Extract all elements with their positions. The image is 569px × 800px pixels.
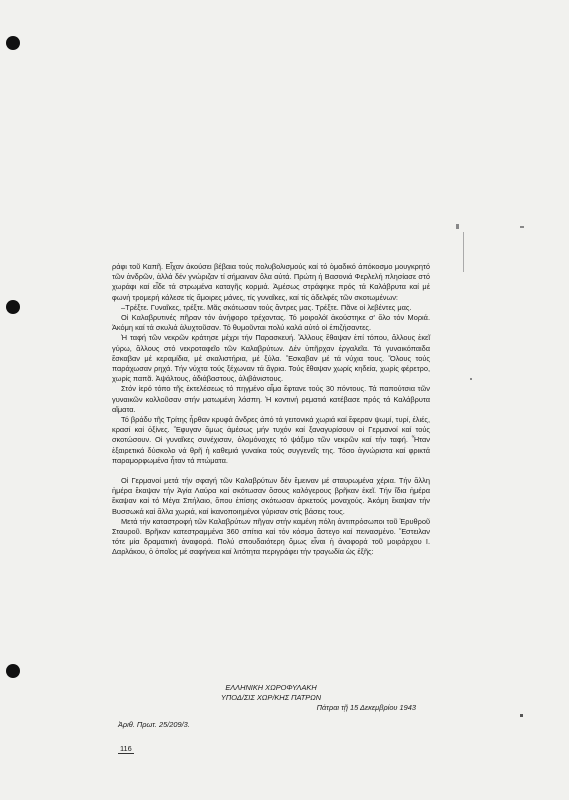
paragraph: Οἱ Γερμανοί μετά τήν σφαγή τῶν Καλαβρύτων δέν ἔμειναν μέ σταυρωμένα χέρια. Τήν ἄλλη ἡμέρα ἔκαψαν τήν Ἁγία Λαύρα καί σκότωσαν ὅσους καλόγερους βρῆκαν ἐκεῖ. Τήν ἴδια ἡμέρα ἔκαψαν καί τό Μέγα Σπήλαιο, ὅπου ἐπίσης σκότωσαν ἀρκετούς μοναχούς. Ἀκόμη ἔκαψαν τήν Βυσσωκά καί ἄλλα χωριά, καί ἰκανοποιημένοι γύρισαν στίς βάσεις τους. [112,476,430,516]
paragraph: Στόν ἱερό τόπο τῆς ἐκτελέσεως τό πηγμένο αἷμα ἔφτανε τούς 30 πόντους. Τά παπούτσια τῶν γυναικῶν κολλοῦσαν στήν ματωμένη λάσπη. Ἡ κοντινή ρεματιά κατέβασε πρός τά Καλάβρυτα αἵματα. [112,384,430,414]
page-number: 116 [120,744,132,753]
signature-line-2: ΥΠΟΔ/ΣΙΣ ΧΩΡ/ΚΗΣ ΠΑΤΡΩΝ [220,693,322,703]
signature-date: Πάτραι τῇ 15 Δεκεμβρίου 1943 [316,703,416,713]
paragraph: Μετά τήν καταστροφή τῶν Καλαβρύτων πῆγαν στήν καμένη πόλη ἀντιπρόσωποι τοῦ Ἐρυθροῦ Σταυροῦ. Βρῆκαν κατεστραμμένα 360 σπίτια καί τόν κόσμο ἄστεγο καί πεινασμένο. Ἔστειλαν τότε μία δραματική ἀναφορά. Πολύ σπουδαιότερη ὅμως εἶναι ἡ ἀναφορά τοῦ μοιράρχου Ι. Δαρλάκου, ὁ ὁποῖος μέ σαφήνεια καί λιτότητα περιγράφει τήν τραγωδία ὡς ἑξῆς: [112,516,430,557]
signature-line-1: ΕΛΛΗΝΙΚΗ ΧΩΡΟΦΥΛΑΚΗ [225,683,317,692]
scan-speck [456,224,459,229]
scan-speck [463,232,464,272]
paragraph: –Τρέξτε. Γυναῖκες, τρέξτε. Μᾶς σκότωσαν τούς ἄντρες μας. Τρέξτε. Πᾶνε οἱ λεβέντες μας. [121,302,412,312]
punch-hole [6,664,20,678]
paragraph: Οἱ Καλαβρυτινές πῆραν τόν ἀνήφορο τρέχοντας. Τό μοιρολόϊ ἀκούστηκε σ' ὅλο τόν Μοριά. Ἀκόμη καί τά σκυλιά ἀλυχτοῦσαν. Τό θυμοῦνται πολύ καλά αὐτό οἱ ἐπιζήσαντες. [112,313,430,333]
punch-hole [6,300,20,314]
punch-hole [6,36,20,50]
paragraph: ράφι τοῦ Καπῆ. Εἶχαν ἀκούσει βέβαια τούς πολυβολισμούς καί τό ὁμαδικό ἀπόκοσμο μουγκρητό τῶν ἀνδρῶν, ἀλλά δέν γνώριζαν τί σήμαιναν ὅλα αὐτά. Πρώτη ἡ Βασονιά Φερλελή πλησίασε στό χωράφι καί εἶδε τά στρωμένα καταγῆς κορμιά. Ἀμέσως στράφηκε πρός τά Καλάβρυτα καί μέ φωνή τρομερή κάλεσε τίς ἄμοιρες μάνες, τίς γυναῖκες, καί τίς ἀδελφές τῶν σκοτωμένων: [112,262,430,302]
protocol-reference: Ἀριθ. Πρωτ. 25/209/3. [118,720,190,729]
paragraph: Ἡ ταφή τῶν νεκρῶν κράτησε μέχρι τήν Παρασκευή. Ἄλλους ἔθαψαν ἐπί τόπου, ἄλλους ἐκεῖ γύρω, ἄλλους στό νεκροταφεῖο τῶν Καλαβρύτων. Δέν ὑπῆρχαν ἐργαλεῖα. Τά γυναικόπαιδα ἔσκαβαν μέ κεραμίδια, μέ σκαλιστήρια, μέ ξύλα. Ἔσκαβαν μέ τά νύχια τους. Ὅλους τούς παράχωσαν ρηχά. Τήν νύχτα τούς ξέχωναν τά ἄγρια. Τούς ἔθαψαν χωρίς κηδεία, χωρίς φέρετρο, χωρίς παπᾶ. Ἀψάλτους, ἀδιάβαστους, ἀλιβάνιστους. [112,333,430,384]
signature-block [112,683,430,714]
body-text [112,262,430,558]
scan-speck [470,378,472,380]
scan-speck [520,226,524,228]
scan-speck [520,714,523,717]
paragraph: Τό βράδυ τῆς Τρίτης ἦρθαν κρυφά ἄνδρες ἀπό τά γειτονικά χωριά καί ἔφεραν ψωμί, τυρί, ἐλιές, κρασί καί ὀξίνες. Ἔφυγαν ὅμως ἀμέσως μήν τυχόν καί ξαναγυρίσουν οἱ Γερμανοί καί τούς σκοτώσουν. Οἱ γυναῖκες συνέχισαν, ὁλομόναχες τό ψάξιμο τῶν νεκρῶν καί τήν ταφή. Ἦταν ἐξαιρετικά δύσκολο νά θρῆ ἡ καθεμιά γυναίκα τούς συγγενεῖς της. Τόσο ἀγνώριστα καί φρικτά παραμορφωμένα ἦταν τά πτώματα. [112,415,430,465]
